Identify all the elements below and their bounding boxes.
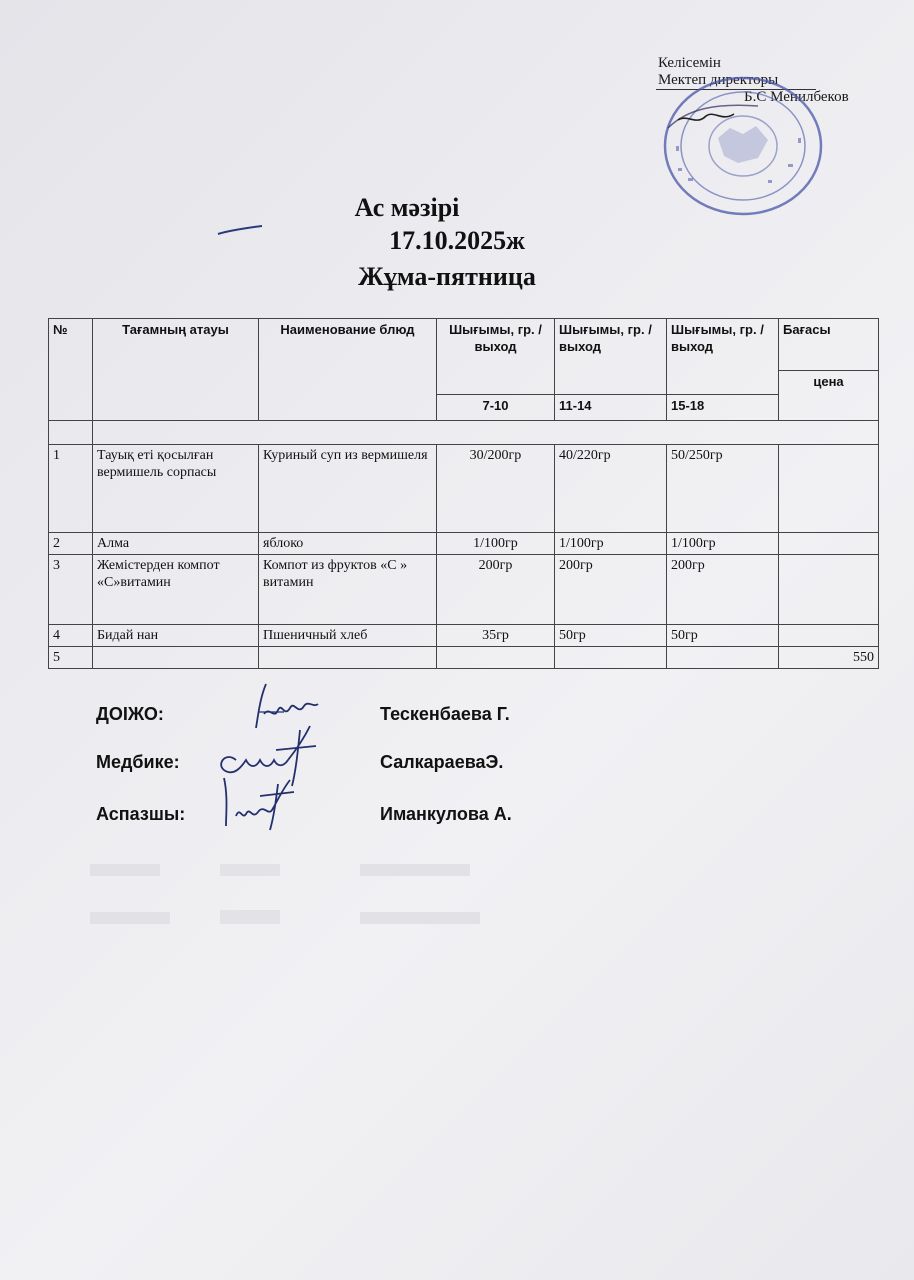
spacer-cell: [49, 421, 93, 445]
header-age-2: 11-14: [555, 395, 667, 421]
signature-role: ДОІЖО:: [96, 704, 164, 724]
approval-heading: Келісемін: [658, 55, 721, 71]
header-age-1: 7-10: [437, 395, 555, 421]
signature-role: Медбике:: [96, 752, 180, 772]
header-price-ru: цена: [779, 371, 879, 421]
header-price-kz: Бағасы: [779, 319, 879, 371]
table-row: 1 Тауық еті қосылған вермишель сорпасы Куриный суп из вермишеля 30/200гр 40/220гр 50/250гр: [49, 445, 879, 533]
signature-row: [96, 752, 696, 792]
header-no: №: [49, 319, 93, 421]
table-row: 5 550: [49, 647, 879, 669]
table-row: 4 Бидай нан Пшеничный хлеб 35гр 50гр 50гр: [49, 625, 879, 647]
pen-stroke-mark: [216, 224, 266, 238]
header-output-2: Шығымы, гр. / выход: [555, 319, 667, 395]
table-row: 2 Алма яблоко 1/100гр 1/100гр 1/100гр: [49, 533, 879, 555]
menu-title: Ас мәзірі: [354, 193, 460, 222]
signature-row: [96, 804, 696, 844]
spacer-row: [93, 421, 879, 445]
header-age-3: 15-18: [667, 395, 779, 421]
table-row: 3 Жемістерден компот «С»витамин Компот из фруктов «С » витамин 200гр 200гр 200гр: [49, 555, 879, 625]
signature-row: [96, 704, 696, 744]
total-price: 550: [779, 647, 879, 669]
signature-name: Иманкулова А.: [380, 804, 512, 824]
header-name-ru: Наименование блюд: [259, 319, 437, 421]
signature-name: Тескенбаева Г.: [380, 704, 510, 724]
header-name-kz: Тағамның атауы: [93, 319, 259, 421]
handwritten-signature: [216, 770, 306, 836]
bleed-through-shadow: [90, 860, 550, 940]
approval-position: Мектеп директоры: [658, 72, 849, 89]
menu-table: [48, 318, 879, 669]
signature-name: СалкараеваЭ.: [380, 752, 504, 772]
header-output-1: Шығымы, гр. / выход: [437, 319, 555, 395]
header-output-3: Шығымы, гр. / выход: [667, 319, 779, 395]
signature-role: Аспазшы:: [96, 804, 186, 824]
menu-day: Жұма-пятница: [358, 262, 536, 291]
menu-date: 17.10.2025ж: [389, 226, 525, 255]
approval-director-name: Б.С Менилбеков: [744, 89, 849, 105]
